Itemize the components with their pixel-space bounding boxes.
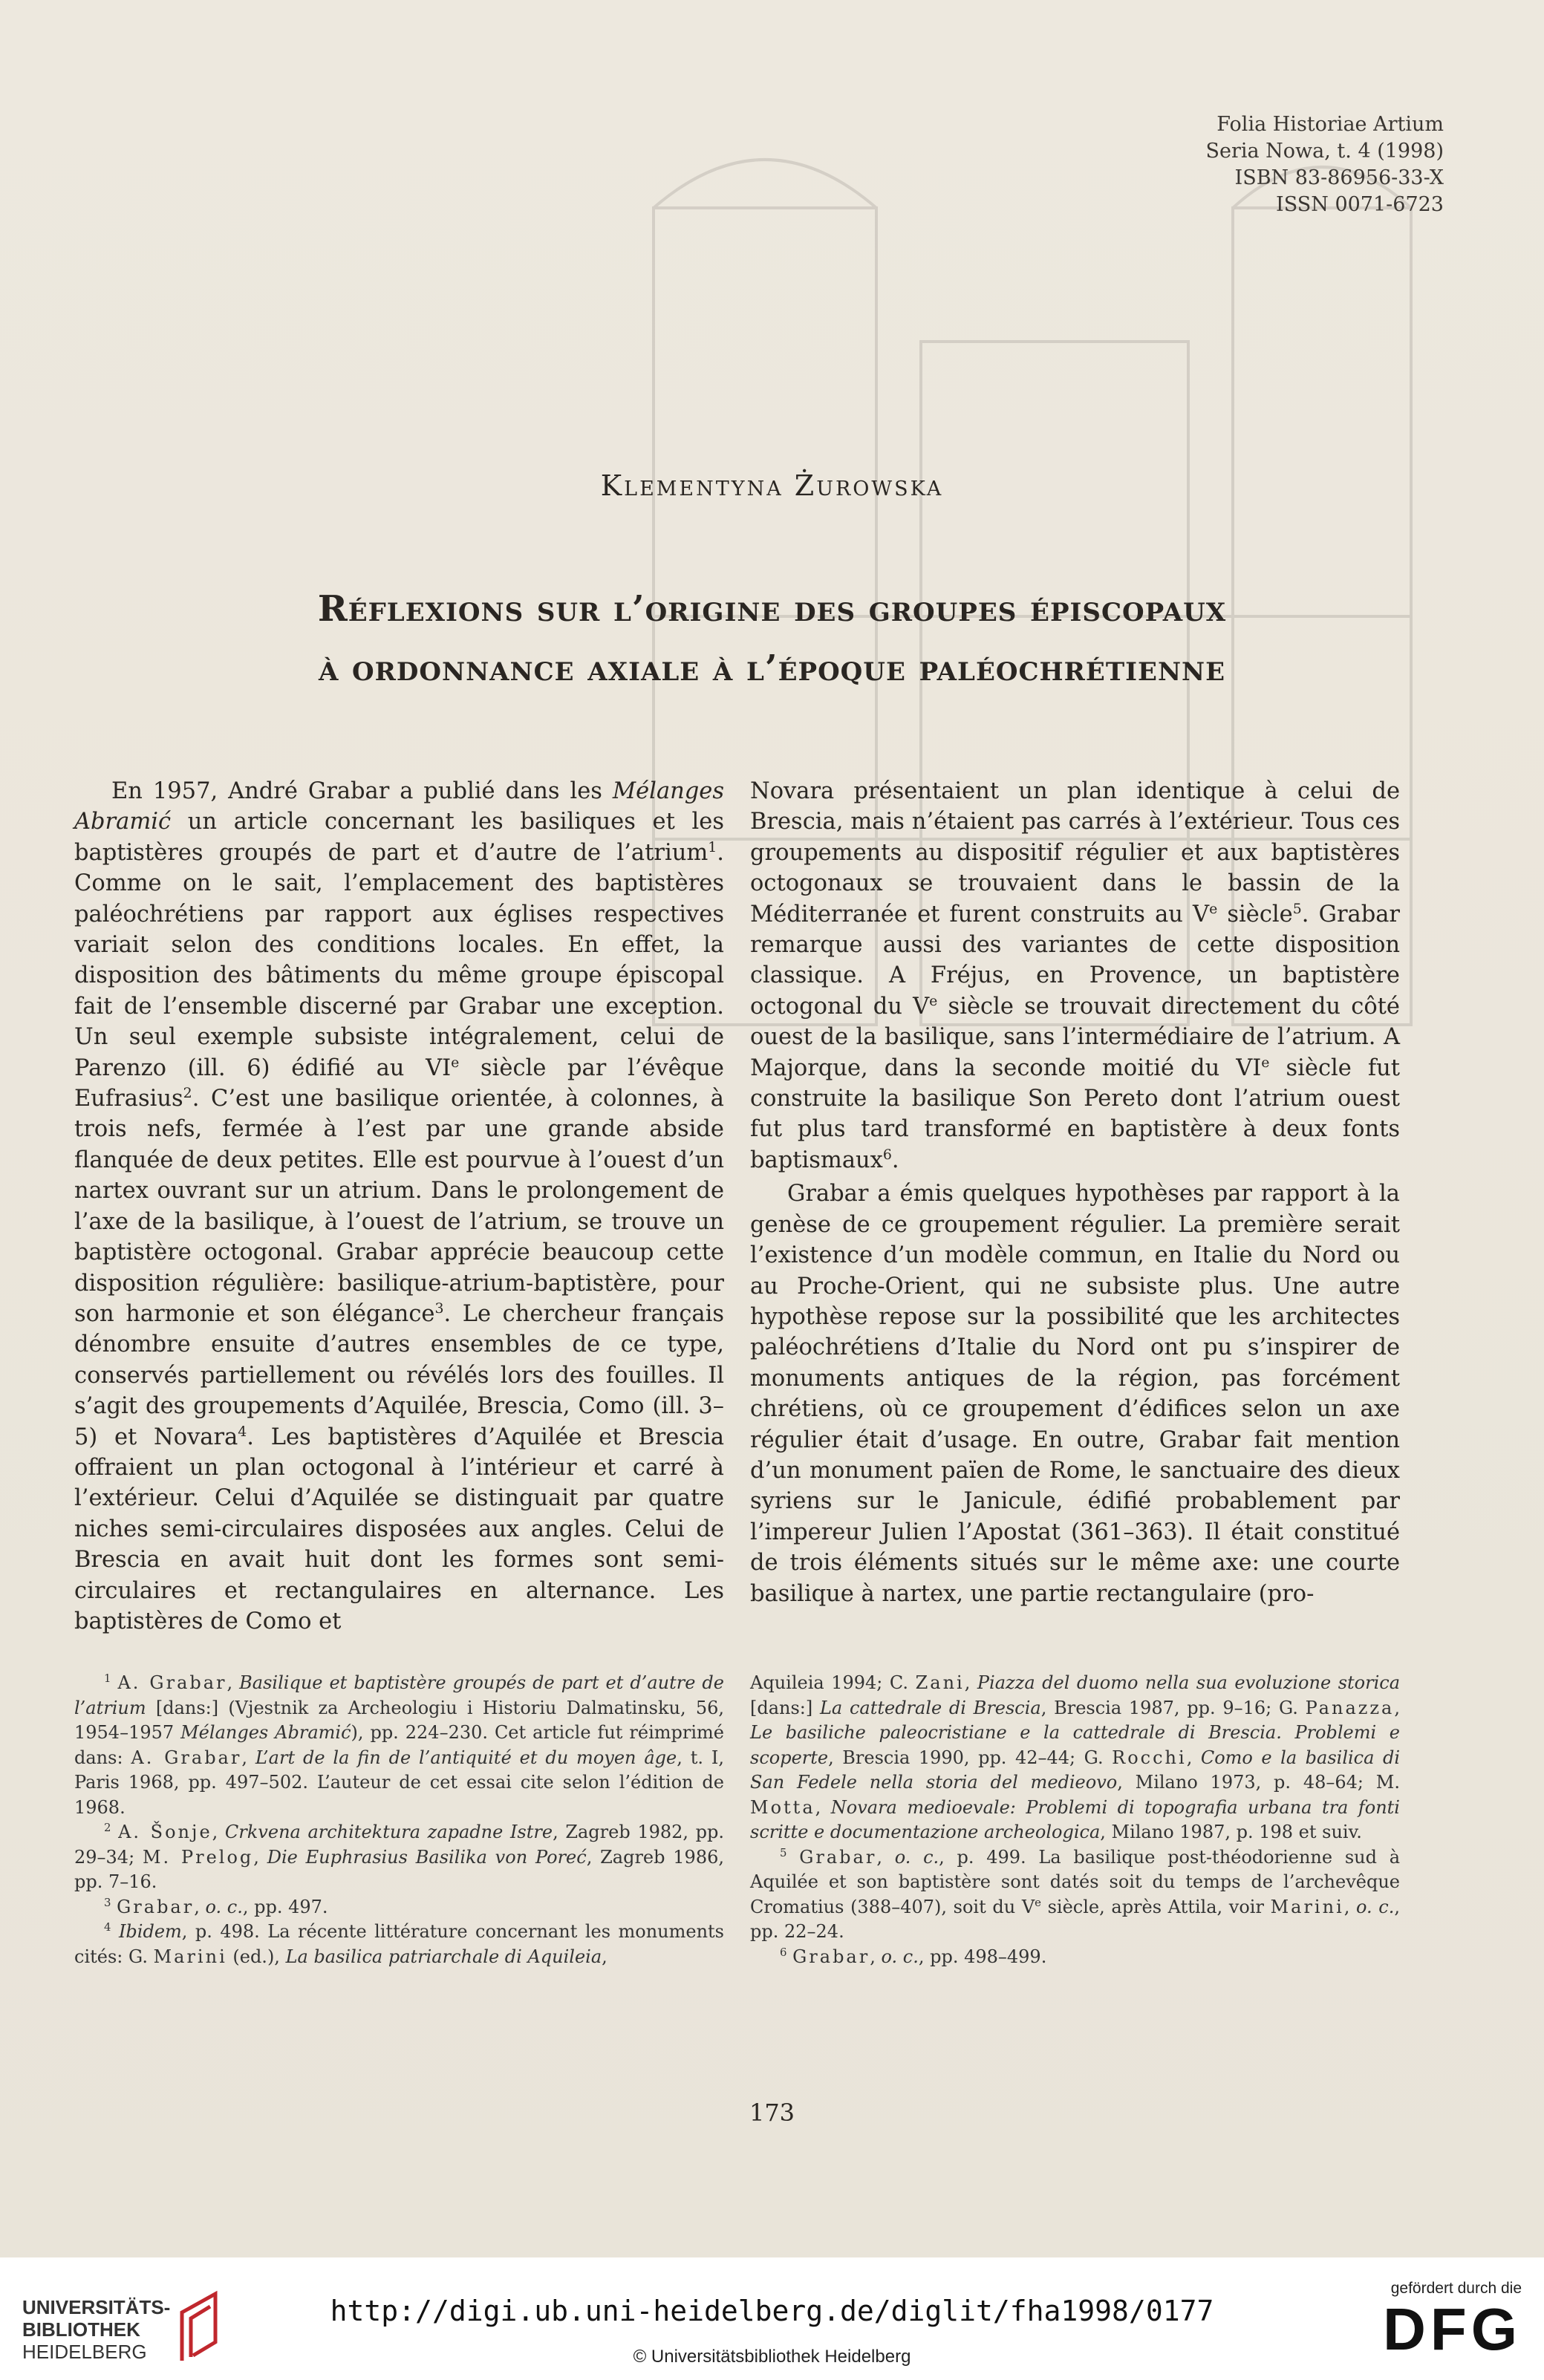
library-name: UNIVERSITÄTS- BIBLIOTHEK HEIDELBERG	[22, 2296, 171, 2363]
journal-series: Seria Nowa, t. 4 (1998)	[1205, 140, 1444, 163]
author-name: Klementyna Żurowska	[600, 469, 944, 502]
isbn: ISBN 83-86956-33-X	[1234, 166, 1444, 189]
paragraph-2: Grabar a émis quelques hypothèses par rapport à la genèse de ce groupement régulier. La première serait l’existence d’un modèle commun, en Italie du Nord ou au Proche-Orient, qui ne subsiste plus. Une autre hypothèse repose sur la possibilité que les architectes paléochrétiens d’Italie du Nord ont pu s’inspirer de monuments antiques de la région, pas forcément chrétiens, où ce groupement d’édifices selon un axe régulier était d’usage. En outre, Grabar fait mention d’un monument païen de Rome, le sanctuaire des dieux syriens sur le Janicule, édifié probablement par l’impereur Julien l’Apostat (361–363). Il était constitué de trois éléments situés sur le même axe: une courte basilique à nartex, une partie rectangulaire (pro-	[750, 1181, 1400, 1607]
footnote-ref-4[interactable]: 4	[238, 1423, 247, 1440]
paragraph-1-continued: Novara présentaient un plan identique à celui de Brescia, mais n’étaient pas carrés à l’extérieur. Tous ces groupements au dispositif régulier et aux baptistères octogonaux se trouvaient dans le bassin de la Méditerranée et furent construits au Ve siècle$^5$. Grabar remarque aussi des variantes de cette disposition classique. A Fréjus, en Provence, un baptistère octogonal du Ve siècle se trouvait directement du côté ouest de la basilique, sans l’intermédiaire de l’atrium. A Majorque, dans la seconde moitié du VIe siècle fut construite la basilique Son Pereto dont l’atrium ouest fut plus tard transformé en baptistère à deux fonts baptismaux$^6$.	[750, 778, 1401, 1173]
digitization-footer	[0, 2257, 1544, 2380]
issn: ISSN 0071-6723	[1276, 193, 1444, 216]
footnote-4: $^4$ Ibidem, p. 498. La récente littérature concernant les monuments cités: G. Marini (ed.), La basilica patriarchale di Aquileia,	[74, 1920, 724, 1967]
source-url-link[interactable]: http://digi.ub.uni-heidelberg.de/diglit/fha1998/0177	[330, 2295, 1214, 2327]
emphasis: Mélanges Abramić	[74, 778, 724, 835]
dfg-logo	[1343, 2280, 1522, 2361]
footnote-4-continued: Aquileia 1994; C. Zani, Piazza del duomo nella sua evoluzione storica [dans:] La cattedrale di Brescia, Brescia 1987, pp. 9–16; G. Panazza, Le basiliche paleocristiane e la cattedrale di Brescia. Problemi e scoperte, Brescia 1990, pp. 42–44; G. Rocchi, Como e la basilica di San Fedele nella storia del medieovo, Milano 1973, p. 48–64; M. Motta, Novara medioevale: Problemi di topografia urbana tra fonti scritte e documentazione archeologica, Milano 1987, p. 198 et suiv.	[750, 1672, 1400, 1842]
footnote-6: $^6$ Grabar, o. c., pp. 498–499.	[780, 1945, 1047, 1967]
journal-name: Folia Historiae Artium	[1216, 113, 1444, 136]
body-column-right	[750, 776, 1400, 1609]
footnote-3: $^3$ Grabar, o. c., pp. 497.	[104, 1895, 328, 1917]
footnote-5: $^5$ Grabar, o. c., p. 499. La basilique post-théodorienne sud à Aquilée et son baptistère sont datés soit du temps de l’archevêque Cromatius (388–407), soit du Ve siècle, après Attila, voir Marini, o. c., pp. 22–24.	[750, 1845, 1401, 1942]
dfg-logo-text: DFG	[1383, 2296, 1522, 2362]
title-line-1: Réflexions sur l’origine des groupes épiscopaux	[317, 588, 1227, 630]
footnote-ref-5[interactable]: 5	[1292, 900, 1302, 917]
journal-meta	[1205, 111, 1444, 218]
body-column-left	[74, 776, 724, 1637]
footnote-ref-6[interactable]: 6	[882, 1146, 892, 1163]
funded-by-label: gefördert durch die	[1390, 2280, 1522, 2297]
article-title	[0, 579, 1544, 698]
paragraph-1: En 1957, André Grabar a publié dans les Mélanges Abramić un article concernant les basiliques et les baptistères groupés de part et d’autre de l’atrium$^1$. Comme on le sait, l’emplacement des baptistères paléochrétiens par rapport aux églises respectives variait selon des conditions locales. En effet, la disposition des bâtiments du même groupe épiscopal fait de l’ensemble discerné par Grabar une exception. Un seul exemple subsiste intégralement, celui de Parenzo (ill. 6) édifié au VIe siècle par l’évêque Eufrasius$^2$. C’est une basilique orientée, à colonnes, à trois nefs, fermée à l’est par une grande abside flanquée de deux petites. Elle est pourvue à l’ouest d’un nartex ouvrant sur un atrium. Dans le prolongement de l’axe de la basilique, à l’ouest de l’atrium, se trouve un baptistère octogonal. Grabar apprécie beaucoup cette disposition régulière: basilique-atrium-baptistère, pour son harmonie et son élégance$^3$. Le chercheur français dénombre ensuite d’autres ensembles de ce type, conservés partiellement ou révélés lors des fouilles. Il s’agit des groupements d’Aquilée, Brescia, Como (ill. 3–5) et Novara$^4$. Les baptistères d’Aquilée et Brescia offraient un plan octogonal à l’intérieur et carré à l’extérieur. Celui d’Aquilée se distinguait par quatre niches semi-circulaires disposées aux angles. Celui de Brescia en avait huit dont les formes sont semi-circulaires et rectangulaires en alternance. Les baptistères de Como et	[74, 778, 725, 1634]
footnote-ref-1[interactable]: 1	[708, 838, 717, 855]
footnotes-left	[74, 1671, 724, 1969]
footnote-1: $^1$ A. Grabar, Basilique et baptistère groupés de part et d’autre de l’atrium [dans:] (Vjestnik za Archeologiu i Historiu Dalmatinsku, 56, 1954–1957 Mélanges Abramić), pp. 224–230. Cet article fut réimprimé dans: A. Grabar, L’art de la fin de l’antiquité et du moyen âge, t. I, Paris 1968, pp. 497–502. L’auteur de cet essai cite selon l’édition de 1968.	[74, 1672, 724, 1818]
footnote-ref-2[interactable]: 2	[183, 1084, 192, 1101]
copyright-notice: © Universitätsbibliothek Heidelberg	[633, 2347, 911, 2367]
footnotes-right	[750, 1671, 1400, 1969]
title-line-2: à ordonnance axiale à l’époque paléochrétienne	[318, 648, 1226, 689]
footnote-2: $^2$ A. Šonje, Crkvena architektura zapadne Istre, Zagreb 1982, pp. 29–34; M. Prelog, Die Euphrasius Basilika von Poreć, Zagreb 1986, pp. 7–16.	[74, 1821, 725, 1892]
footnote-ref-3[interactable]: 3	[434, 1300, 444, 1317]
page-number: 173	[749, 2099, 795, 2127]
